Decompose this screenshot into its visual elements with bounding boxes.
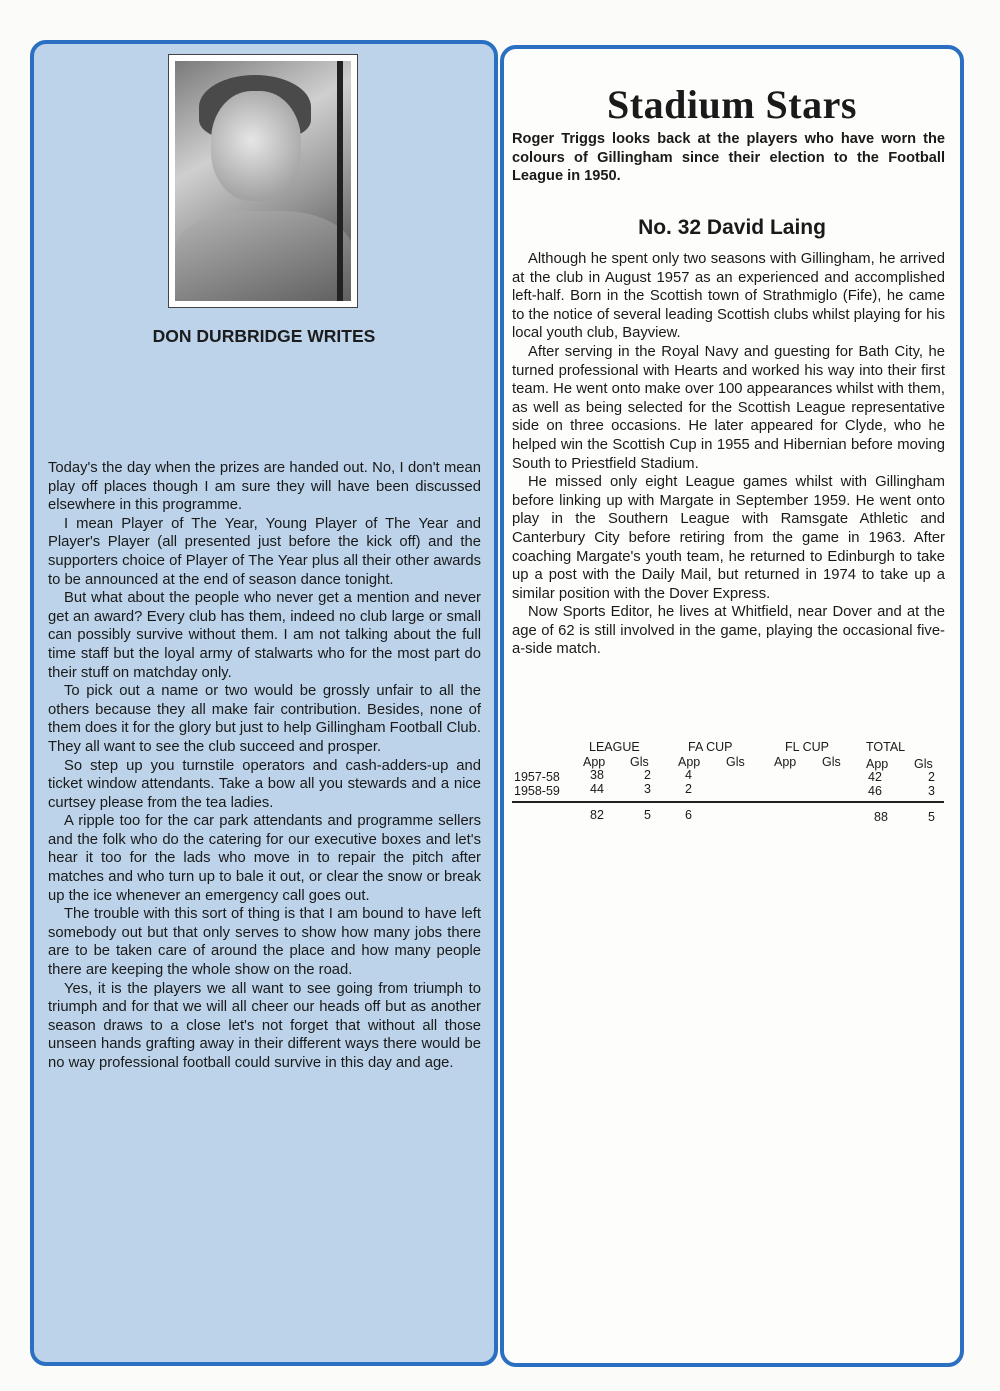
column-header: App (774, 755, 797, 769)
total-cell: 5 (644, 808, 651, 822)
season-cell: 1957-58 (514, 770, 560, 784)
stat-cell: 2 (644, 768, 651, 782)
paragraph: Yes, it is the players we all want to see going from triumph to triumph and for that we will all cheer our heads off but as another season draws to a close let's not forget that without all those unseen hands grafting away in their different ways there would be no way professional football could survive in this day and age. (48, 980, 481, 1071)
paragraph: To pick out a name or two would be grossly unfair to all the others because they all make fair contribution. Besides, none of them does it for the glory but just to help Gillingham Football Club. They all want to see the club succeed and prosper. (48, 683, 481, 755)
paragraph: Today's the day when the prizes are handed out. No, I don't mean play off places though I am sure they will have been discussed elsewhere in this programme. (48, 460, 481, 514)
group-header-league: LEAGUE (589, 740, 640, 754)
column-header: Gls (822, 755, 841, 769)
stat-cell: 4 (685, 768, 692, 782)
paragraph: Although he spent only two seasons with Gillingham, he arrived at the club in August 1957 as an experienced and accomplished left-half. Born in the Scottish town of Strathmiglo (Fife), he came to the notice of several leading Scottish clubs whilst playing for his local youth club, Bayview. (512, 251, 945, 342)
total-cell: 82 (590, 808, 604, 822)
stat-cell: 42 (868, 770, 882, 784)
column-header: Gls (726, 755, 745, 769)
paragraph: Now Sports Editor, he lives at Whitfield, near Dover and at the age of 62 is still involved in the game, playing the occasional five-a-side match. (512, 604, 945, 658)
stat-cell: 44 (590, 782, 604, 796)
left-panel (30, 40, 498, 1366)
total-cell: 5 (928, 810, 935, 824)
intro-text: Roger Triggs looks back at the players who have worn the colours of Gillingham since their election to the Football League in 1950. (512, 131, 945, 184)
total-cell: 6 (685, 808, 692, 822)
stat-cell: 38 (590, 768, 604, 782)
group-header-fa-cup: FA CUP (688, 740, 733, 754)
totals-rule (512, 801, 944, 803)
paragraph: So step up you turnstile operators and cash-adders-up and ticket window attendants. Take a bow all you stewards and a nice curtsey please from the tea ladies. (48, 757, 481, 811)
paragraph: But what about the people who never get a mention and never get an award? Every club has them, indeed no club large or small can possibly survive without them. I am not talking about the full time staff but the loyal army of stalwarts who for the most part do their stuff on matchday only. (48, 590, 481, 681)
paragraph: The trouble with this sort of thing is that I am bound to have left somebody out but that only serves to show how many jobs there are to be taken care of around the place and how many people there are keeping the whole show on the road. (48, 906, 481, 979)
group-header-total: TOTAL (866, 740, 906, 754)
author-photo (168, 54, 358, 308)
paragraph: After serving in the Royal Navy and guesting for Bath City, he turned professional with Hearts and worked his way into their first team. He went onto make over 100 appearances whilst with them, as well as being selected for the Scottish League representative side on three occasions. He later appeared for Clyde, who he helped win the Scottish Cup in 1955 and Hibernian before moving South to Priestfield Stadium. (512, 343, 945, 472)
total-cell: 88 (874, 810, 888, 824)
paragraph: I mean Player of The Year, Young Player of The Year and Player's Player (all presented just before the kick off) and the supporters choice of Player of The Year plus all their other awards to be announced at the end of season dance tonight. (48, 515, 481, 588)
left-article-body (48, 459, 481, 1073)
group-header-fl-cup: FL CUP (785, 740, 829, 754)
column-header: Gls (630, 755, 649, 769)
right-article-body (512, 250, 945, 659)
column-heading: DON DURBRIDGE WRITES (152, 326, 376, 346)
stat-cell: 3 (928, 784, 935, 798)
paragraph: He missed only eight League games whilst with Gillingham before linking up with Margate in September 1959. He went onto play in the Southern League with Ramsgate Athletic and Canterbury City before retiring from the game in 1963. After coaching Margate's youth team, he returned to Edinburgh to take up a post with the Daily Mail, but returned in 1974 to take up a similar position with the Dover Express. (512, 474, 945, 602)
stat-cell: 3 (644, 782, 651, 796)
stat-cell: 2 (928, 770, 935, 784)
stat-cell: 46 (868, 784, 882, 798)
column-header: App (866, 757, 889, 771)
column-header: App (678, 755, 701, 769)
season-cell: 1958-59 (514, 784, 560, 798)
stat-cell: 2 (685, 782, 692, 796)
player-heading: No. 32 David Laing (638, 216, 826, 239)
right-panel (500, 45, 964, 1367)
column-header: Gls (914, 757, 933, 771)
paragraph: A ripple too for the car park attendants and programme sellers and the folk who do the catering for our executive boxes and let's hear it too for the lads who move in to repair the pitch after matches and who turn up to bale it out, or clear the snow or break up the ice whenever an emergency call goes out. (48, 813, 481, 904)
page-title: Stadium Stars (607, 82, 857, 127)
column-header: App (583, 755, 606, 769)
